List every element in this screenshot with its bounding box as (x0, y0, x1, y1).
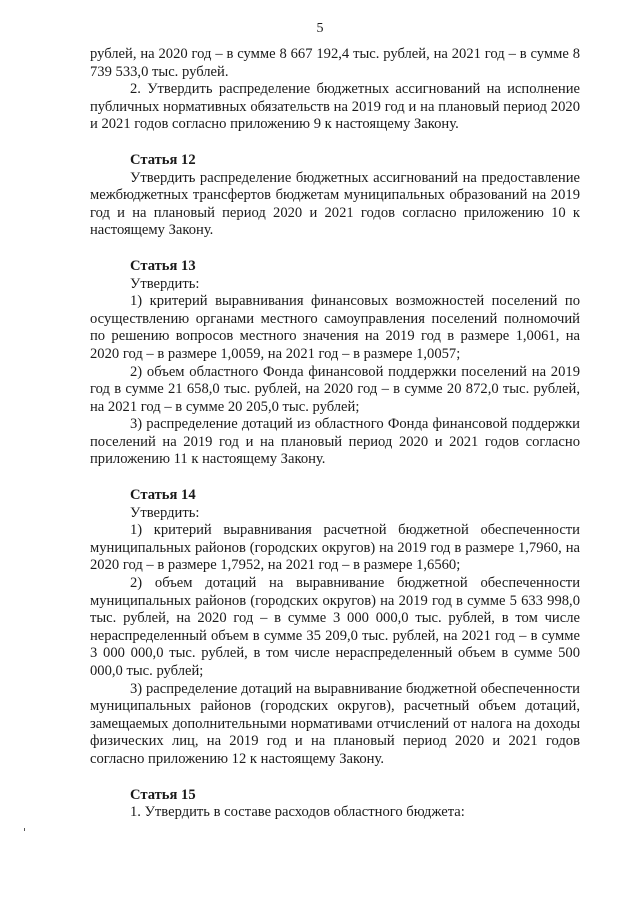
paragraph: Утвердить: (130, 504, 200, 521)
paragraph: Утвердить распределение бюджетных ассигнований на предоставление межбюджетных трансфертов бюджетам муниципальных образований на 2019 год и на плановый период 2020 и 2021 годов согласно приложению 10 к настоящему Закону. (90, 169, 580, 239)
document-body (90, 46, 580, 822)
list-item: 2) объем областного Фонда финансовой поддержки поселений на 2019 год в сумме 21 658,0 тыс. рублей, на 2020 год – в сумме 20 872,0 тыс. рублей, на 2021 год – в сумме 20 205,0 тыс. рублей; (90, 363, 580, 415)
list-item: 1) критерий выравнивания финансовых возможностей поселений по осуществлению органами местного самоуправления поселений полномочий по решению вопросов местного значения на 2019 год в размере 1,0061, на 2020 год – в размере 1,0059, на 2021 год – в размере 1,0057; (90, 293, 580, 362)
article-heading: Статья 15 (130, 786, 196, 803)
paragraph: Утвердить: (130, 275, 200, 292)
article-heading: Статья 13 (130, 257, 196, 274)
article-heading: Статья 12 (130, 151, 196, 168)
list-item: 3) распределение дотаций на выравнивание бюджетной обеспеченности муниципальных районов (городских округов), расчетный объем дотаций, замещаемых дополнительными нормативами отчислений от налога на доходы физических лиц, на 2019 год и на плановый период 2020 и 2021 годов согласно приложению 12 к настоящему Закону. (90, 680, 580, 767)
paragraph: 1. Утвердить в составе расходов областного бюджета: (130, 804, 465, 821)
list-item: 1) критерий выравнивания расчетной бюджетной обеспеченности муниципальных районов (городских округов) на 2019 год в размере 1,7960, на 2020 год – в размере 1,7952, на 2021 год – в размере 1,6560; (90, 522, 580, 574)
article-15 (90, 787, 580, 822)
article-13 (90, 258, 580, 469)
page-number: 5 (316, 21, 324, 36)
list-item: 3) распределение дотаций из областного Фонда финансовой поддержки поселений на 2019 год и на плановый период 2020 и 2021 годов согласно приложению 11 к настоящему Закону. (90, 416, 580, 468)
article-12 (90, 152, 580, 240)
paragraph: 2. Утвердить распределение бюджетных ассигнований на исполнение публичных нормативных обязательств на 2019 год и на плановый период 2020 и 2021 годов согласно приложению 9 к настоящему Закону. (90, 81, 580, 133)
scan-speck (24, 828, 25, 831)
paragraph-continuation: рублей, на 2020 год – в сумме 8 667 192,4 тыс. рублей, на 2021 год – в сумме 8 739 533,0 тыс. рублей. (90, 46, 580, 80)
article-heading: Статья 14 (130, 487, 196, 504)
list-item: 2) объем дотаций на выравнивание бюджетной обеспеченности муниципальных районов (городских округов) на 2019 год в сумме 5 633 998,0 тыс. рублей, на 2020 год – в сумме 3 000 000,0 тыс. рублей, в том числе нераспределенный объем в сумме 35 209,0 тыс. рублей, на 2021 год – в сумме 3 000 000,0 тыс. рублей, в том числе нераспределенный объем в сумме 500 000,0 тыс. рублей; (90, 575, 580, 679)
article-14 (90, 487, 580, 769)
